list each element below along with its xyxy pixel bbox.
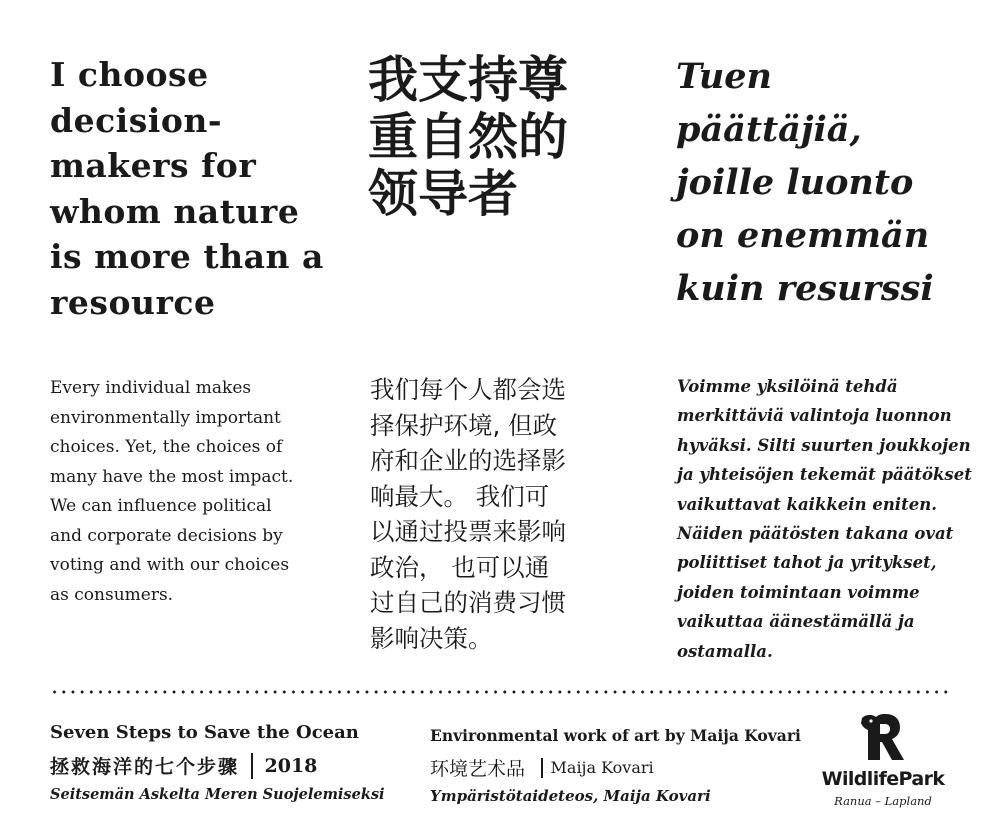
body-finnish [677,372,977,666]
body-line: environmentally important [50,407,281,428]
body-line: 择保护环境, 但政 [370,410,558,440]
vertical-separator [251,753,253,779]
body-line: ostamalla. [677,641,773,661]
headline-line: 我支持尊 [368,51,568,109]
headline-line: Tuen [676,56,772,97]
artist-name: Maija Kovari [550,758,654,777]
logo-name: WildlifePark [821,768,945,790]
body-line: ja yhteisöjen tekemät päätökset [677,465,972,485]
body-line: 响最大。 我们可 [370,481,550,511]
artwork-credit-chinese-row [430,754,654,781]
artwork-credit: Environmental work of art by Maija Kovari [430,726,801,745]
body-line: Every individual makes [50,378,252,398]
body-line: joiden toimintaan voimme [677,582,920,602]
body-line: 以通过投票来影响 [370,517,566,546]
headline-line: I choose [50,55,209,94]
headline-line: on enemmän [676,215,930,256]
body-english [50,374,340,610]
body-line: many have the most impact. [50,466,294,487]
body-line: voting and with our choices [50,555,290,575]
wildlifepark-bear-logo-icon [858,712,908,764]
headline-line: päättäjiä, [676,109,862,150]
body-line: 影响决策。 [370,623,493,653]
body-line: hyväksi. Silti suurten joukkojen [677,435,971,455]
headline-line: kuin resurssi [676,268,934,309]
body-line: Näiden päätösten takana ovat [677,524,954,544]
body-chinese [370,372,635,656]
headline-line: resource [50,282,216,322]
series-title-finnish: Seitsemän Askelta Meren Suojelemiseksi [50,786,385,803]
body-line: 我们每个人都会选 [370,375,566,404]
headline-line: decision- [50,100,223,140]
headline-line: 领导者 [368,165,518,223]
artwork-credit-finnish: Ympäristötaideteos, Maija Kovari [430,787,711,805]
headline-chinese [368,52,608,223]
series-title: Seven Steps to Save the Ocean [50,722,359,743]
body-line: vaikuttavat kaikkein eniten. [677,494,937,514]
body-line: 府和企业的选择影 [370,446,566,475]
body-line: and corporate decisions by [50,525,283,546]
headline-line: joille luonto [676,162,914,203]
body-line: as consumers. [50,584,174,605]
artwork-credit-chinese: 环境艺术品 [430,758,526,780]
body-line: 过自己的消费习惯 [370,588,566,617]
headline-line: whom nature [50,191,300,231]
headline-line: is more than a [50,237,324,276]
logo-subtitle: Ranua – Lapland [834,794,932,808]
body-line: Voimme yksilöinä tehdä [677,377,898,396]
body-line: vaikuttaa äänestämällä ja [677,612,915,632]
series-year: 2018 [264,754,318,777]
headline-finnish [676,50,976,315]
vertical-separator [541,758,543,778]
body-line: merkittäviä valintoja luonnon [677,406,952,426]
body-line: We can influence political [50,496,272,516]
headline-line: makers for [50,146,257,185]
body-line: 政治， 也可以通 [370,552,550,582]
series-title-chinese-row [50,752,317,779]
headline-line: 重自然的 [368,108,568,166]
wildlifepark-logo [808,712,958,812]
body-line: poliittiset tahot ja yritykset, [677,553,937,573]
body-line: choices. Yet, the choices of [50,437,283,457]
dotted-divider [50,690,950,694]
headline-english [50,52,350,325]
series-title-chinese: 拯救海洋的七个步骤 [50,756,240,778]
